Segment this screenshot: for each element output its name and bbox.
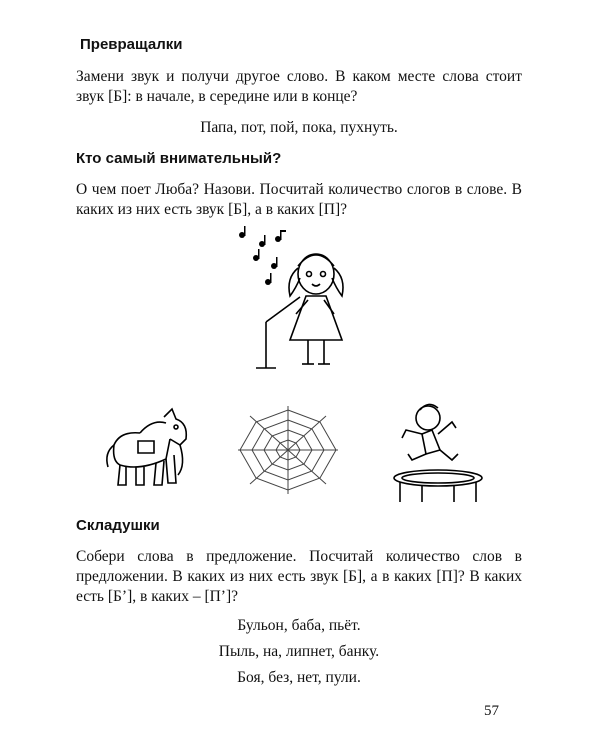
sentence-line: Боя, без, нет, пули. (237, 669, 361, 686)
section-title-prevrashchalki: Превращалки (80, 36, 183, 53)
singing-girl-picture (228, 222, 368, 382)
sentence-line: Бульон, баба, пьёт. (237, 617, 361, 634)
section-instruction-prevrashchalki: Замени звук и получи другое слово. В каком месте слова стоит звук [Б]: в начале, в середине или в конце? (76, 68, 522, 105)
word-list: Папа, пот, пой, пока, пухнуть. (200, 119, 398, 136)
pony-picture (100, 405, 200, 495)
sentence-line: Пыль, на, липнет, банку. (218, 643, 380, 660)
section-instruction-skladushki: Собери слова в предложение. Посчитай количество слов в предложении. В каких из них есть звук [Б], а в каких [П]? В каких есть [Б’], в каких – [П’]? (76, 548, 522, 605)
page-number: 57 (484, 703, 499, 719)
music-notes-icon (239, 226, 286, 285)
spider-web-picture (232, 404, 344, 496)
trampoline-boy-picture (386, 398, 490, 508)
section-title-attentive: Кто самый внимательный? (76, 150, 282, 167)
section-title-skladushki: Складушки (76, 517, 160, 534)
section-instruction-attentive: О чем поет Люба? Назови. Посчитай количество слогов в слове. В каких из них есть звук [Б], а в каких [П]? (76, 181, 522, 218)
